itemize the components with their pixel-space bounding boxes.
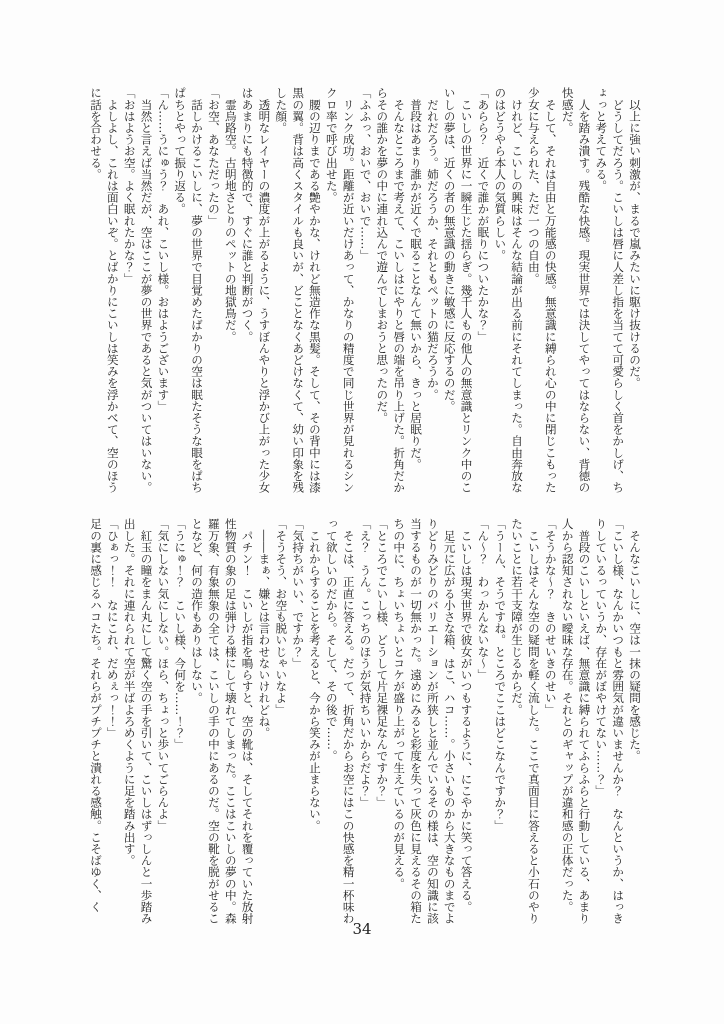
text-line: 「そうかな～？ きのせいきのせい」 — [543, 518, 558, 716]
text-line: 足の裏に感じるハコたち。それらがプチプチと潰れる感触。こそばゆく、く — [89, 518, 103, 913]
text-line: 「ふふっ、おいで、おいで……」 — [358, 87, 373, 261]
text-line: ――まぁ、嫌とは言わせないけれどね。 — [257, 518, 272, 739]
text-block-bottom — [85, 518, 643, 942]
text-line: そんなところまで考えて、こいしはにやりと唇の端を吊り上げた。折角だか — [392, 87, 407, 493]
text-line: 少女に与えられた、ただ一つの自由。 — [526, 87, 541, 285]
text-line: これからすることを考えると、今から笑みが止まらない。 — [307, 518, 322, 832]
text-line: 霊烏路空。古明地さとりのペットの地獄鳥だ。 — [223, 87, 238, 343]
text-line: 性物質の象の足は弾ける様にして壊れてしまった。ここはこいしの夢の中。森 — [223, 518, 238, 924]
text-line: 「そうそう、お空も脱いじゃいなよ」 — [274, 518, 289, 716]
text-line: りどりみどりのバリエーションが所狭しと並んでいるその様は、空の知識に該 — [425, 518, 440, 924]
text-line: 黒の翼。背は高くスタイルも良いが、どことなくあどけなくて、幼い印象を残 — [291, 87, 306, 493]
text-line: 普段はあまり誰かが近くで眠ることなんて無いから、きっと居眠りだ。 — [409, 87, 424, 470]
text-line: 羅万象、有象無象の全ては、こいしの手の中にあるのだ。空の靴を脱がせるこ — [206, 518, 221, 924]
text-line: 透明なレイヤーの濃度が上がるように、うすぼんやりと浮かび上がった少女 — [257, 87, 272, 493]
text-line: クロ率で呼び出せた。 — [324, 87, 339, 203]
text-line: 当然と言えば当然だが、空はここが夢の世界であると気がついてはいない。 — [139, 87, 154, 493]
text-line: 「ん～？ わっかんないな～」 — [476, 518, 491, 681]
text-line: ょっと考えてみる。 — [594, 87, 609, 192]
text-line: いしの夢は、近くの者の無意識の動きに敏感に反応するのだ。 — [442, 87, 457, 412]
text-line: 「こいし様、なんかいつもと雰囲気が違いませんか？ なんというか、はっき — [611, 518, 626, 924]
text-line: 「うーん、そうですね。ところでここはどこなんですか？」 — [493, 518, 508, 832]
text-line: 以上に強い刺激が、まるで嵐みたいに駆け抜けるのだ。 — [628, 87, 642, 389]
text-line: はあまりにも特徴的で、すぐに誰と判断がつく。 — [240, 87, 255, 343]
text-line: 人から認知されない曖昧な存在。それとのギャップが違和感の正体だった。 — [560, 518, 575, 913]
text-line: 「え？ うん。こっちのほうが気持ちいいからだよ？」 — [358, 518, 373, 808]
text-line: 「うにゅ！？ こいし様、今何を……！？」 — [173, 518, 188, 750]
text-line: ちの中に、ちょいちょいとコケが盛り上がって生えているのが見える。 — [392, 518, 407, 890]
text-line: そんなこいしに、空は一抹の疑問を感じた。 — [628, 518, 642, 762]
text-line: 足元に広がる小さな箱、はこ、ハコ……。小さいものから大きなものまでよ — [442, 518, 457, 924]
text-line: 「ん……うにゅう？ あれ、こいし様。おはようございます」 — [156, 87, 171, 412]
text-line: となど、何の造作もありはしない。 — [190, 518, 205, 704]
text-line: りしているっていうか、存在がぼやけてない……？」 — [594, 518, 609, 797]
text-line: 話しかけるこいしに、夢の世界で目覚めたばかりの空は眠たそうな眼をぱち — [190, 87, 205, 493]
text-line: パチン！ こいしが指を鳴らすと、空の靴は、そしてそれを覆っていた放射 — [240, 518, 255, 924]
text-line: そして、それは自由と万能感の快感。無意識に縛られ心の中に閉じこもった — [543, 87, 558, 493]
text-line: 「ひぁっ！！ なにこれ、だめぇっ！！」 — [105, 518, 120, 739]
text-line: リンク成功。距離が近いだけあって、かなりの精度で同じ世界が見れるシン — [341, 87, 356, 493]
text-line: こいしはそんな空の疑問を軽く流した。ここで真面目に答えると小石のやり — [526, 518, 541, 924]
text-line: どうしてだろう。こいしは唇に人差し指を当てて可愛らしく首をかしげ、ち — [611, 87, 626, 493]
text-line: けれど、こいしの興味はそんな結論が出る前にそれてしまった。自由奔放な — [510, 87, 525, 493]
text-line: 「気にしない気にしない。ほら、ちょっと歩いてごらんよ」 — [156, 518, 171, 832]
text-line: 「ところでこいし様、どうして片足裸足なんですか？」 — [375, 518, 390, 808]
text-line: のはどうやら本人の気質らしい。 — [493, 87, 508, 261]
text-line: ぱちとやって振り返る。 — [173, 87, 188, 215]
text-line: 普段のこいしといえば、無意識に縛られてふらふらと行動している、あまり — [577, 518, 592, 924]
text-line: 「気持ちがいい、ですか？」 — [291, 518, 306, 669]
text-line: 「お空、あなただったの」 — [206, 87, 221, 227]
text-line: そこは、正直に答える。だって、折角だからお空にはこの快感を精一杯味わ — [341, 518, 356, 924]
text-line: だれだろう。姉だろうか、それともペットの猫だろうか。 — [425, 87, 440, 401]
text-line: 腰の辺りまである艶やかな、けれど無造作な黒髪。そして、その背中には漆 — [307, 87, 322, 493]
text-line: 快感だ。 — [560, 87, 575, 134]
text-line: 人を踏み潰す。残酷な快感。現実世界では決してやってはならない、背徳の — [577, 87, 592, 493]
text-line: こいしの世界に一瞬生じた揺らぎ。幾千人もの他人の無意識とリンク中のこ — [459, 87, 474, 493]
text-line: に話を合わせる。 — [89, 87, 103, 180]
text-line: 「おはようお空。よく眠れたかな？」 — [122, 87, 137, 285]
text-line: よしよし、これは面白いぞ。とばかりにこいしは笑みを浮かべて、空のほう — [105, 87, 120, 493]
text-line: 紅玉の瞳をまん丸にして驚く空の手を引いて、こいしはずっしんと一歩踏み — [139, 518, 154, 924]
text-line: たいことに若干支障が生じるからだ。 — [510, 518, 525, 716]
text-line: こいしは現実世界で彼女がいつもするように、にこやかに笑って答える。 — [459, 518, 474, 913]
text-block-top — [85, 87, 643, 506]
text-line: した顔。 — [274, 87, 289, 134]
text-line: らその誰かを夢の中に連れ込んで遊んでしまおうと思ったのだ。 — [375, 87, 390, 424]
text-line: 当するものが一切無かった。遠めにみると彩度を失って灰色に見えるその箱た — [409, 518, 424, 924]
text-line: って欲しいのだから。そして、その後で……。 — [324, 518, 339, 762]
page-number: 34 — [352, 920, 372, 938]
text-line: 「あらら？ 近くで誰かが眠りについたかな？」 — [476, 87, 491, 343]
text-line: 出した。それに連れられて空が半ばよろめくように足を踏み出す。 — [122, 518, 137, 866]
